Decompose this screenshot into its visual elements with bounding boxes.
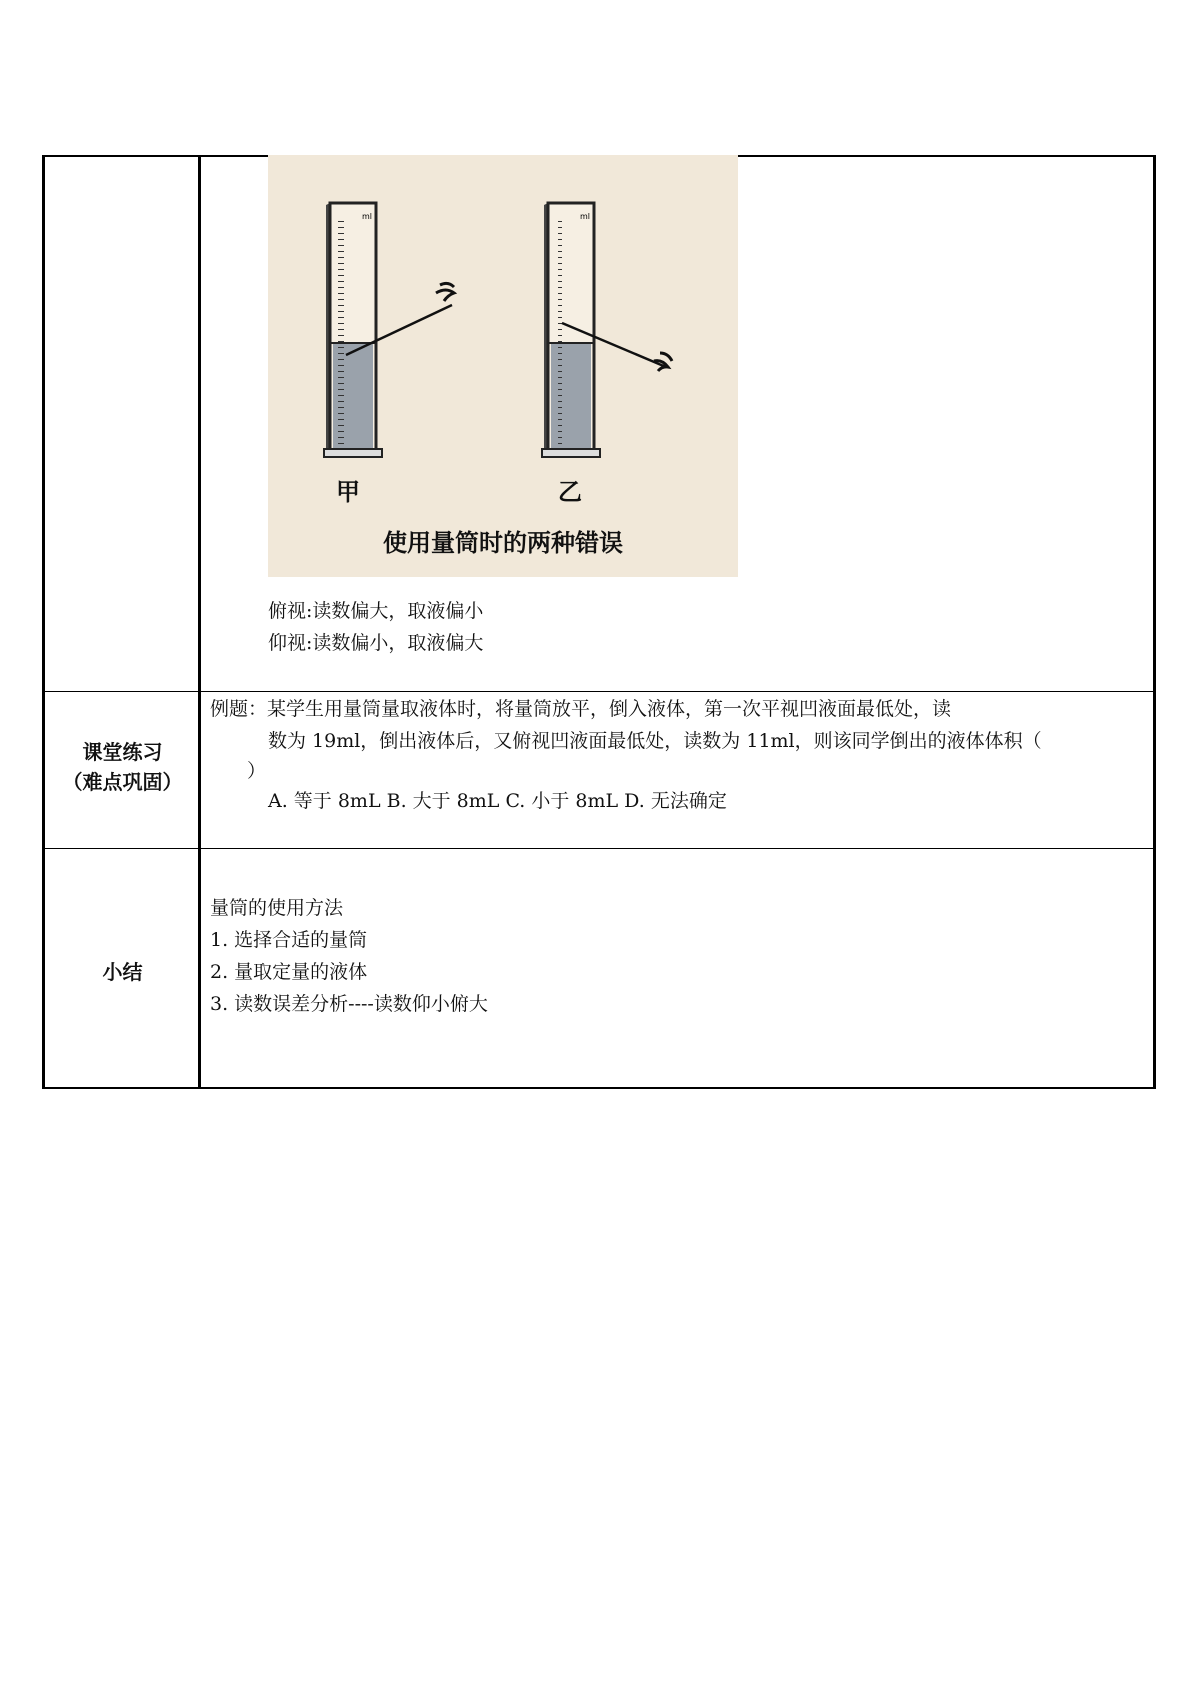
summary-item-1: 1. 选择合适的量筒 [210,929,368,951]
label-yi: 乙 [558,478,582,506]
row-divider-2 [45,848,1153,849]
figure-caption: 使用量筒时的两种错误 [383,529,623,557]
row-divider-1 [45,691,1153,692]
cylinder-yi-unit: ml [580,212,591,221]
question-line2: 数为 19ml，倒出液体后，又俯视凹液面最低处，读数为 11ml，则该同学倒出的液体体积（ [268,730,1042,752]
cylinder-yi [542,203,672,457]
row1-line2: 仰视:读数偏小，取液偏大 [268,632,484,654]
question-options: A. 等于 8mL B. 大于 8mL C. 小于 8mL D. 无法确定 [268,790,727,812]
summary-item-3: 3. 读数误差分析----读数仰小俯大 [210,993,488,1015]
cylinder-illustration [268,155,738,577]
cylinder-figure [268,155,738,577]
row2-label-line2: （难点巩固） [62,770,183,794]
cylinder-jia [324,203,454,457]
summary-item-2: 2. 量取定量的液体 [210,961,368,983]
summary-title: 量筒的使用方法 [210,897,344,919]
row1-line1: 俯视:读数偏大，取液偏小 [268,600,484,622]
question-line3: ） [247,760,267,782]
question-line1: 例题：某学生用量筒量取液体时，将量筒放平，倒入液体，第一次平视凹液面最低处，读 [210,698,952,720]
row2-label-line1: 课堂练习 [82,740,163,764]
label-jia: 甲 [336,478,360,506]
column-divider [198,155,201,1087]
row3-label: 小结 [102,960,143,984]
cylinder-jia-unit: ml [362,212,373,221]
row2-label [45,737,200,797]
